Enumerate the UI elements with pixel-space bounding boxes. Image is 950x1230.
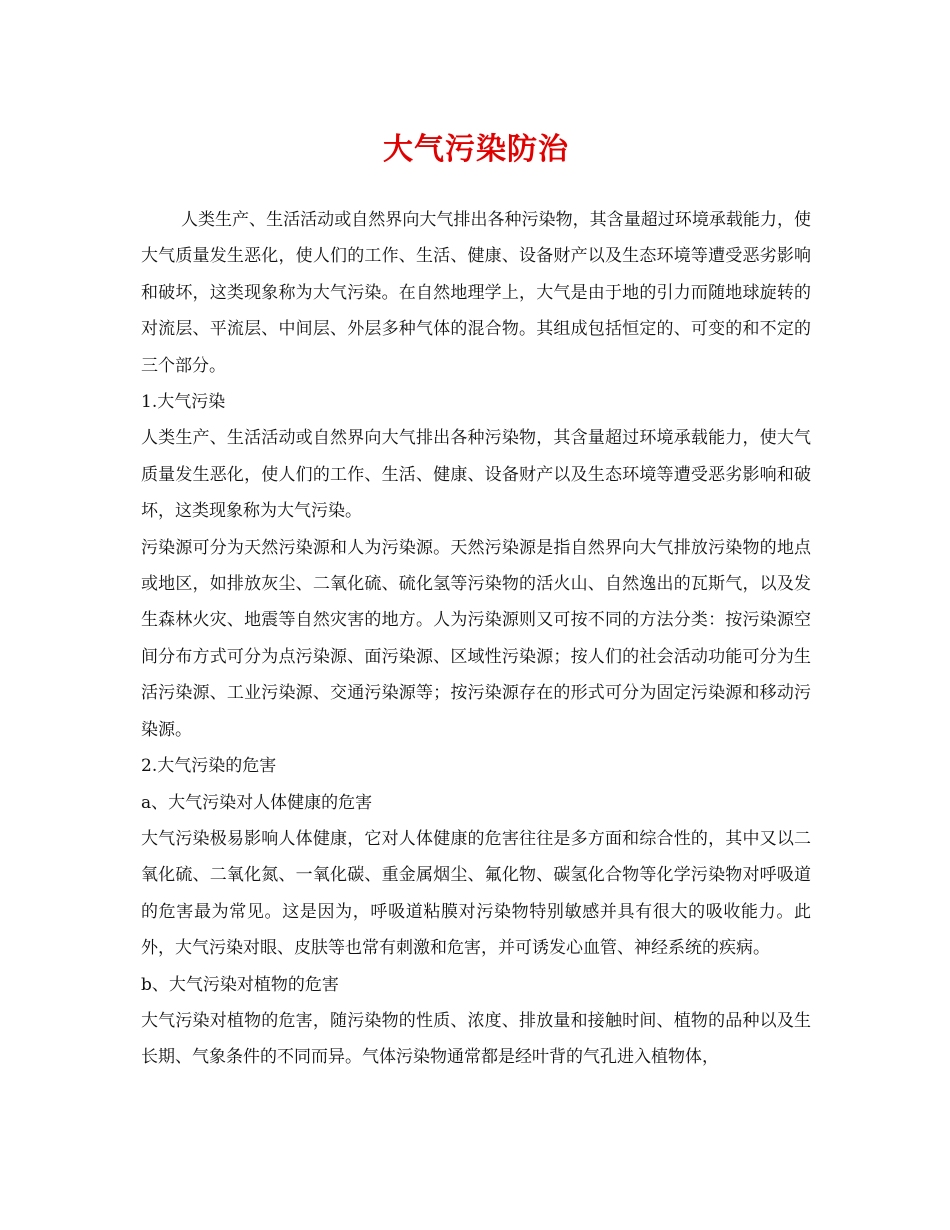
section-2-heading: 2.大气污染的危害 [141,756,277,777]
section-1-paragraph-1: 人类生产、生活活动或自然界向大气排出各种污染物，其含量超过环境承载能力，使大气质量发生恶化，使人们的工作、生活、健康、设备财产以及生态环境等遭受恶劣影响和破坏，这类现象称为大气污染。 [141,428,811,522]
section-2b-paragraph: 大气污染对植物的危害，随污染物的性质、浓度、排放量和接触时间、植物的品种以及生长期、气象条件的不同而异。气体污染物通常都是经叶背的气孔进入植物体， [141,1010,811,1068]
section-1-heading: 1.大气污染 [141,392,226,413]
section-2a-heading: a、大气污染对人体健康的危害 [141,792,373,813]
document-page [141,128,811,1076]
document-title: 大气污染防治 [383,132,569,167]
section-1-paragraph-2: 污染源可分为天然污染源和人为污染源。天然污染源是指自然界向大气排放污染物的地点或地区，如排放灰尘、二氧化硫、硫化氢等污染物的活火山、自然逸出的瓦斯气，以及发生森林火灾、地震等自然灾害的地方。人为污染源则又可按不同的方法分类：按污染源空间分布方式可分为点污染源、面污染源、区域性污染源；按人们的社会活动功能可分为生活污染源、工业污染源、交通污染源等；按污染源存在的形式可分为固定污染源和移动污染源。 [141,537,811,740]
section-2b-heading: b、大气污染对植物的危害 [141,974,339,995]
intro-paragraph: 人类生产、生活活动或自然界向大气排出各种污染物，其含量超过环境承载能力，使大气质量发生恶化，使人们的工作、生活、健康、设备财产以及生态环境等遭受恶劣影响和破坏，这类现象称为大气污染。在自然地理学上，大气是由于地的引力而随地球旋转的对流层、平流层、中间层、外层多种气体的混合物。其组成包括恒定的、可变的和不定的三个部分。 [141,210,811,376]
section-2a-paragraph: 大气污染极易影响人体健康，它对人体健康的危害往往是多方面和综合性的，其中又以二氧化硫、二氧化氮、一氧化碳、重金属烟尘、氟化物、碳氢化合物等化学污染物对呼吸道的危害最为常见。这是因为，呼吸道粘膜对污染物特别敏感并具有很大的吸收能力。此外，大气污染对眼、皮肤等也常有刺激和危害，并可诱发心血管、神经系统的疾病。 [141,828,811,959]
